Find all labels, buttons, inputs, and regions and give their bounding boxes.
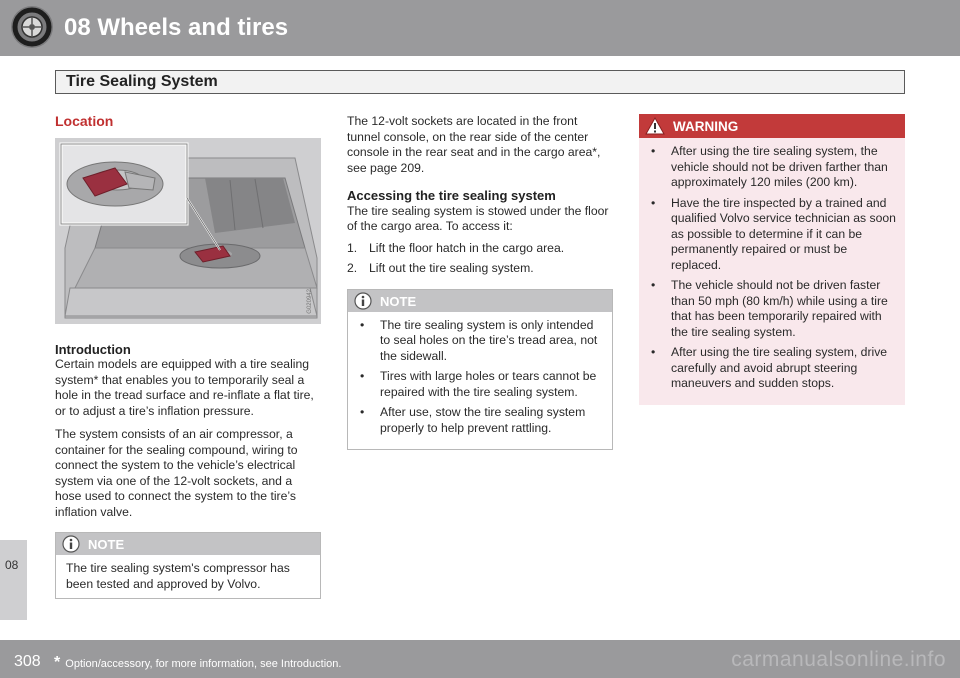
- access-intro: The tire sealing system is stowed under the floor of the cargo area. To access it:: [347, 203, 609, 233]
- footnote-mark: *: [54, 654, 61, 671]
- warning-triangle-icon: [645, 117, 665, 135]
- note-label: NOTE: [380, 293, 417, 309]
- location-heading: Location: [55, 113, 114, 129]
- cargo-area-drawing: [55, 138, 321, 324]
- figure-code: G020942: [306, 288, 313, 314]
- note-header: [56, 533, 320, 555]
- watermark: carmanualsonline.info: [731, 648, 946, 671]
- info-icon: [62, 535, 80, 553]
- note-text: The tire sealing system's compressor has been tested and approved by Volvo.: [66, 561, 290, 591]
- note-body: [56, 555, 320, 598]
- warning-item: • After using the tire sealing system, the vehicle should not be driven farther than approximately 120 miles (200 km).: [649, 144, 899, 191]
- sockets-paragraph: The 12-volt sockets are located in the front tunnel console, on the rear side of the center console in the rear seat and in the cargo area*, see page 209.: [347, 114, 601, 175]
- chapter-header: [0, 0, 960, 56]
- note-label: NOTE: [88, 537, 125, 552]
- note-item: • After use, stow the tire sealing system properly to help prevent rattling.: [358, 405, 604, 436]
- note-body: [348, 312, 612, 450]
- chapter-title: 08 Wheels and tires: [64, 14, 289, 41]
- note-header: [348, 290, 612, 312]
- footnote: [54, 654, 341, 672]
- tire-icon: [10, 5, 54, 49]
- column-left: [55, 114, 321, 599]
- warning-box: [639, 114, 905, 405]
- side-tab-chapter: 08: [5, 558, 19, 572]
- section-title: Tire Sealing System: [66, 73, 218, 90]
- warning-label: WARNING: [673, 119, 739, 134]
- page-footer: [0, 640, 960, 678]
- step-item: [347, 261, 613, 277]
- chapter-side-tab: [0, 540, 27, 620]
- introduction-heading: Introduction: [55, 341, 131, 357]
- warning-item: • After using the tire sealing system, drive carefully and avoid abrupt steering maneuvers and sudden stops.: [649, 345, 899, 392]
- access-steps: [347, 241, 613, 277]
- note-item: • Tires with large holes or tears cannot be repaired with the tire sealing system.: [358, 369, 604, 400]
- warning-item: • The vehicle should not be driven faster than 50 mph (80 km/h) while using a tire that has been temporarily repaired with the tire sealing system.: [649, 278, 899, 340]
- column-right: [639, 114, 905, 405]
- note-item: • The tire sealing system is only intended to seal holes on the tire’s tread area, not the sidewall.: [358, 318, 604, 365]
- warning-body: [639, 138, 905, 405]
- info-icon: [354, 292, 372, 310]
- step-text: Lift the floor hatch in the cargo area.: [369, 240, 565, 255]
- cargo-area-illustration: [55, 138, 321, 324]
- step-number: 1.: [347, 240, 358, 255]
- warning-header: [639, 114, 905, 138]
- note-box-usage: [347, 289, 613, 451]
- step-number: 2.: [347, 261, 358, 275]
- footnote-text: Option/accessory, for more information, see Introduction.: [65, 658, 342, 670]
- note-box-compressor: [55, 532, 321, 599]
- step-item: [347, 241, 613, 257]
- step-text: Lift out the tire sealing system.: [369, 261, 534, 275]
- page-number: 308: [14, 653, 41, 670]
- section-title-bar: [55, 70, 905, 94]
- column-middle: [347, 114, 613, 450]
- intro-paragraph-2: The system consists of an air compressor, a container for the sealing compound, wiring to connect the system to the vehicle’s electrical system via one of the 12-volt sockets, and a hose used to connect the system to the tire’s inflation valve.: [55, 427, 298, 519]
- warning-item: • Have the tire inspected by a trained and qualified Volvo service technician as soon as possible to determine if it can be permanently repaired or must be replaced.: [649, 196, 899, 274]
- access-heading: Accessing the tire sealing system: [347, 188, 556, 203]
- note-list: [358, 318, 604, 437]
- intro-paragraph-1: Certain models are equipped with a tire sealing system* that enables you to temporarily seal a hole in the tread surface and re-inflate a flat tire, or to adjust a tire’s inflation pressure.: [55, 357, 314, 418]
- warning-list: [649, 144, 899, 392]
